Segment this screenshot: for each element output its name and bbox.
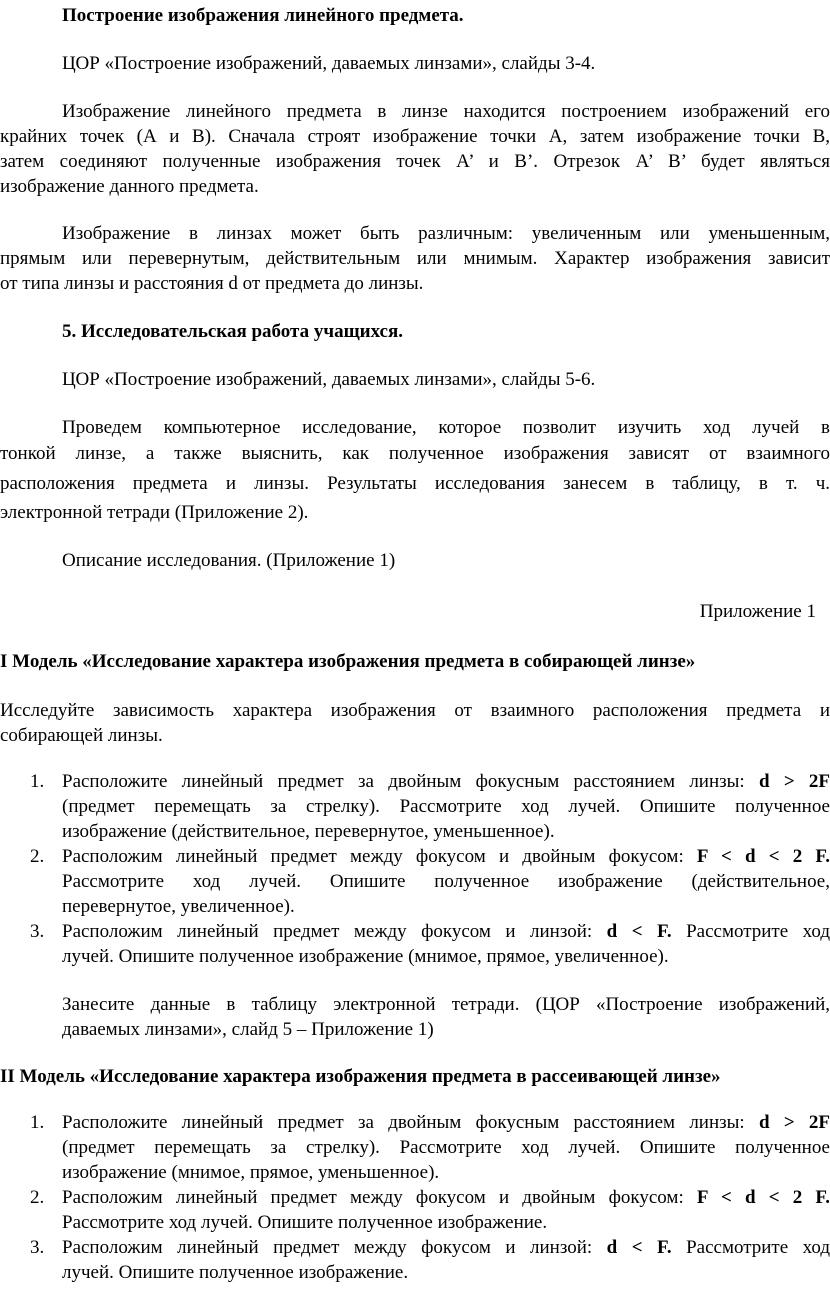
model1-title: I Модель «Исследование характера изображения предмета в собирающей линзе»	[0, 651, 696, 672]
description-line: Описание исследования. (Приложение 1)	[62, 550, 396, 571]
list-number: 3.	[30, 1237, 45, 1258]
paragraph-line: тонкой линзе, а также выяснить, как полученное изображения зависят от взаимного	[0, 443, 830, 464]
list-number: 3.	[30, 921, 45, 942]
paragraph-line: собирающей линзы.	[0, 725, 163, 746]
list-item-line: Рассмотрите ход лучей. Опишите полученное изображение (действительное,	[62, 871, 830, 892]
list-item-line: (предмет перемещать за стрелку). Рассмотрите ход лучей. Опишите полученное	[62, 796, 830, 817]
list-item-line: Расположим линейный предмет между фокусом и линзой: d < F. Рассмотрите ход	[62, 921, 830, 942]
list-number: 1.	[30, 1112, 45, 1133]
paragraph-line: крайних точек (А и В). Сначала строят изображение точки А, затем изображение точки В,	[0, 126, 830, 147]
list-item-line: перевернутое, увеличенное).	[62, 896, 295, 917]
list-item-line: Расположим линейный предмет между фокусом и линзой: d < F. Рассмотрите ход	[62, 1237, 830, 1258]
paragraph-line: Изображение в линзах может быть различным: увеличенным или уменьшенным,	[62, 223, 830, 244]
list-item-line: Рассмотрите ход лучей. Опишите полученное изображение.	[62, 1212, 548, 1233]
list-item-line: Расположим линейный предмет между фокусом и двойным фокусом: F < d < 2 F.	[62, 1187, 830, 1208]
paragraph-line: даваемых линзами», слайд 5 – Приложение 1)	[62, 1019, 434, 1040]
paragraph-line: изображение данного предмета.	[0, 176, 259, 197]
paragraph-line: затем соединяют полученные изображения точек А’ и В’. Отрезок А’ В’ будет являться	[0, 151, 830, 172]
list-number: 2.	[30, 1187, 45, 1208]
list-item-line: изображение (мнимое, прямое, уменьшенное).	[62, 1162, 440, 1183]
list-item-line: Расположим линейный предмет между фокусом и двойным фокусом: F < d < 2 F.	[62, 846, 830, 867]
cor-reference-slides-3-4: ЦОР «Построение изображений, даваемых линзами», слайды 3-4.	[62, 53, 596, 74]
paragraph-line: Проведем компьютерное исследование, которое позволит изучить ход лучей в	[62, 417, 830, 438]
appendix-label: Приложение 1	[699, 601, 816, 622]
paragraph-line: от типа линзы и расстояния d от предмета до линзы.	[0, 273, 424, 294]
paragraph-line: Занесите данные в таблицу электронной тетради. (ЦОР «Построение изображений,	[62, 994, 830, 1015]
list-item-line: (предмет перемещать за стрелку). Рассмотрите ход лучей. Опишите полученное	[62, 1137, 830, 1158]
section-title-image-construction: Построение изображения линейного предмета.	[62, 5, 464, 26]
list-item-line: лучей. Опишите полученное изображение.	[62, 1262, 409, 1283]
model2-title: II Модель «Исследование характера изображения предмета в рассеивающей линзе»	[0, 1066, 721, 1087]
section-title-research: 5. Исследовательская работа учащихся.	[62, 321, 403, 342]
list-item-line: Расположите линейный предмет за двойным фокусным расстоянием линзы: d > 2F	[62, 1112, 830, 1133]
paragraph-line: Изображение линейного предмета в линзе находится построением изображений его	[62, 101, 830, 122]
list-number: 2.	[30, 846, 45, 867]
list-number: 1.	[30, 771, 45, 792]
paragraph-line: расположения предмета и линзы. Результаты исследования занесем в таблицу, в т. ч.	[0, 473, 830, 494]
paragraph-line: электронной тетради (Приложение 2).	[0, 502, 309, 523]
list-item-line: Расположите линейный предмет за двойным фокусным расстоянием линзы: d > 2F	[62, 771, 830, 792]
list-item-line: лучей. Опишите полученное изображение (мнимое, прямое, увеличенное).	[62, 946, 669, 967]
paragraph-line: Исследуйте зависимость характера изображения от взаимного расположения предмета и	[0, 700, 830, 721]
cor-reference-slides-5-6: ЦОР «Построение изображений, даваемых линзами», слайды 5-6.	[62, 369, 596, 390]
paragraph-line: прямым или перевернутым, действительным или мнимым. Характер изображения зависит	[0, 248, 830, 269]
list-item-line: изображение (действительное, перевернутое, уменьшенное).	[62, 821, 555, 842]
